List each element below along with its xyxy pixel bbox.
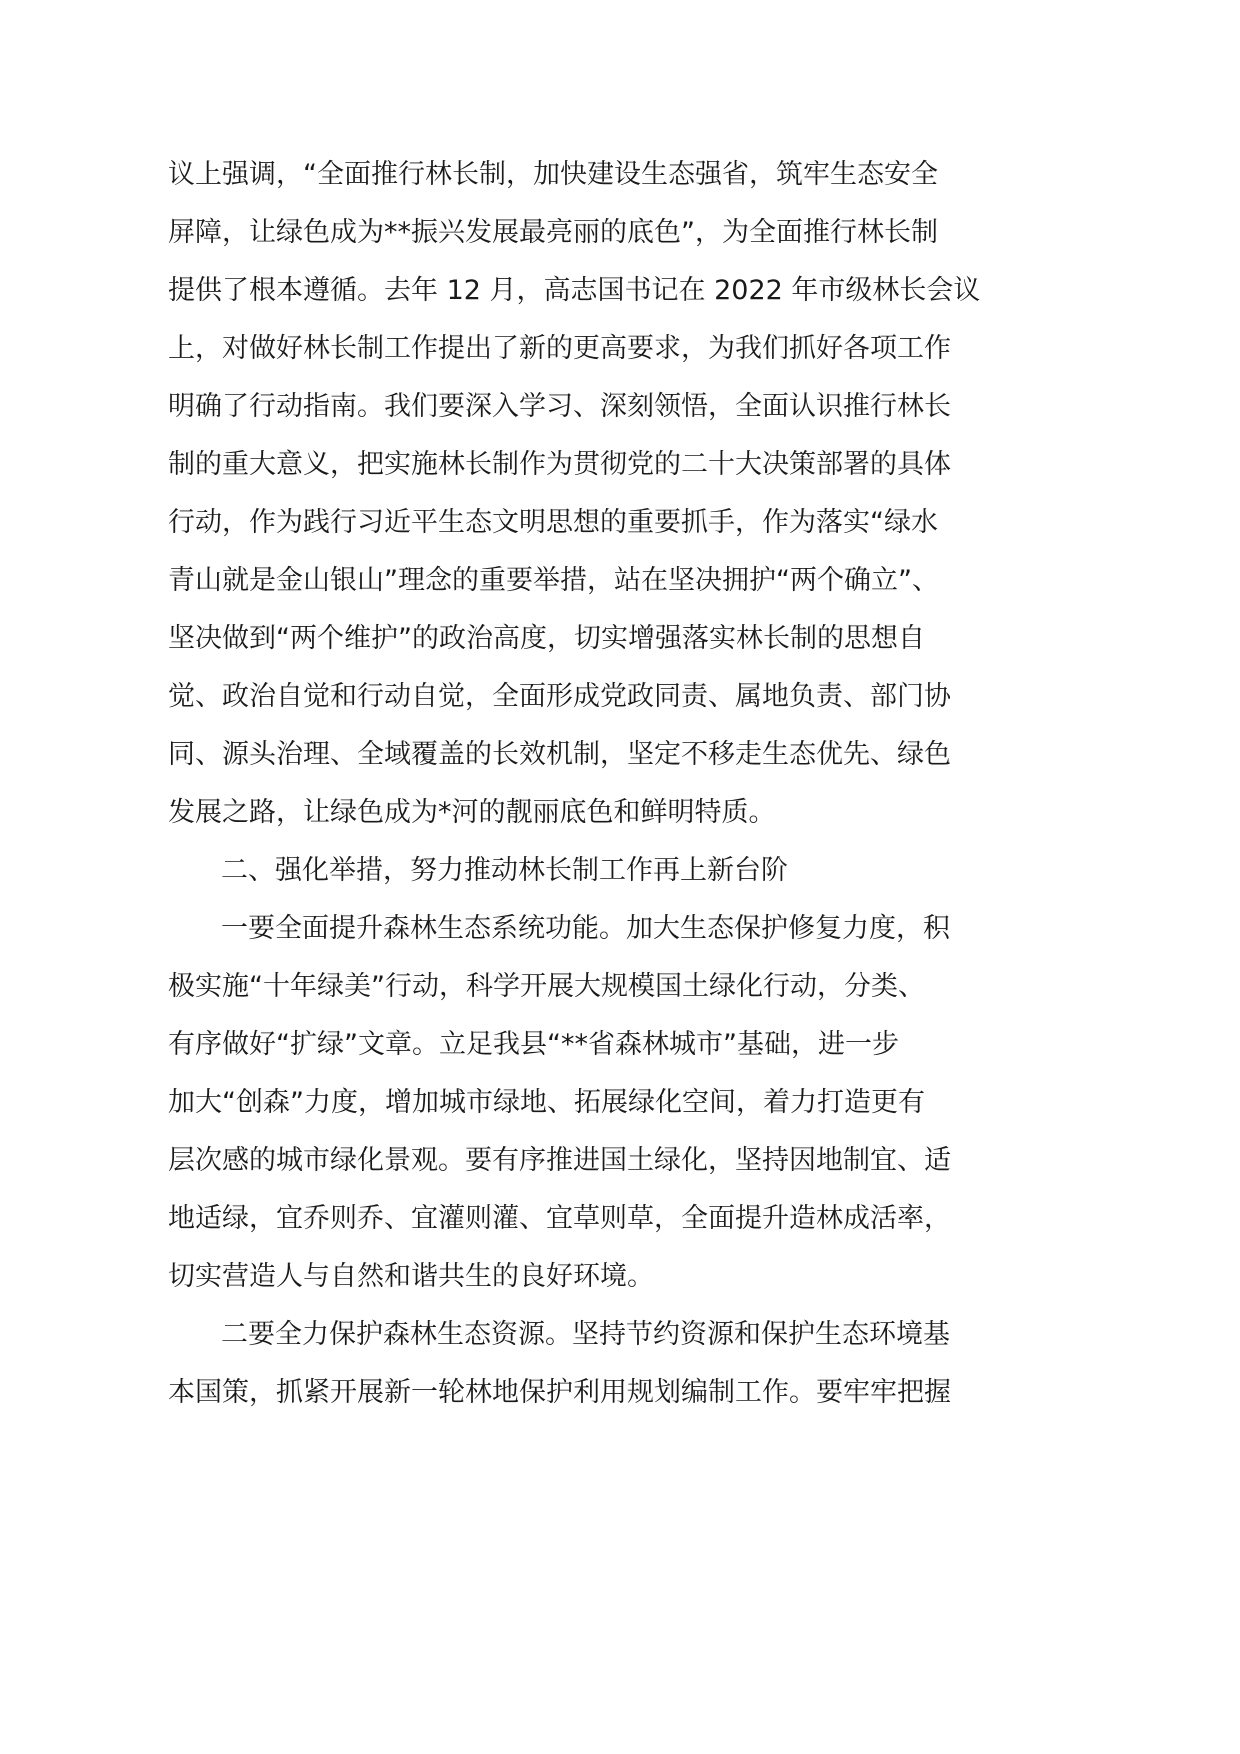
body-text-line: 有序做好“扩绿”文章。立足我县“**省森林城市”基础，进一步 (168, 1029, 899, 1060)
body-text-line: 提供了根本遵循。去年 12 月，高志国书记在 2022 年市级林长会议 (168, 275, 981, 306)
body-text-line: 青山就是金山银山”理念的重要举措，站在坚决拥护“两个确立”、 (168, 565, 939, 596)
body-text-line: 加大“创森”力度，增加城市绿地、拓展绿化空间，着力打造更有 (168, 1087, 925, 1118)
body-text-line: 发展之路，让绿色成为*河的靓丽底色和鲜明特质。 (168, 797, 776, 828)
body-text-line: 上，对做好林长制工作提出了新的更高要求，为我们抓好各项工作 (168, 333, 951, 364)
body-text-line: 二要全力保护森林生态资源。坚持节约资源和保护生态环境基 (221, 1319, 950, 1350)
body-text-line: 地适绿，宜乔则乔、宜灌则灌、宜草则草，全面提升造林成活率， (168, 1203, 951, 1234)
body-text-line: 一要全面提升森林生态系统功能。加大生态保护修复力度，积 (221, 913, 950, 944)
body-text-line: 觉、政治自觉和行动自觉，全面形成党政同责、属地负责、部门协 (168, 681, 951, 712)
body-text-line: 切实营造人与自然和谐共生的良好环境。 (168, 1261, 654, 1292)
body-text-line: 极实施“十年绿美”行动，科学开展大规模国土绿化行动，分类、 (168, 971, 925, 1002)
body-text-line: 坚决做到“两个维护”的政治高度，切实增强落实林长制的思想自 (168, 623, 925, 654)
body-text-line: 本国策，抓紧开展新一轮林地保护利用规划编制工作。要牢牢把握 (168, 1377, 951, 1408)
body-text-line: 制的重大意义，把实施林长制作为贯彻党的二十大决策部署的具体 (168, 449, 951, 480)
body-text-line: 层次感的城市绿化景观。要有序推进国土绿化，坚持因地制宜、适 (168, 1145, 951, 1176)
body-text-line: 行动，作为践行习近平生态文明思想的重要抓手，作为落实“绿水 (168, 507, 938, 538)
body-text-line: 屏障，让绿色成为**振兴发展最亮丽的底色”，为全面推行林长制 (168, 217, 938, 248)
section-heading: 二、强化举措，努力推动林长制工作再上新台阶 (221, 855, 788, 886)
body-text-line: 议上强调，“全面推行林长制，加快建设生态强省，筑牢生态安全 (168, 159, 938, 190)
body-text-line: 明确了行动指南。我们要深入学习、深刻领悟，全面认识推行林长 (168, 391, 951, 422)
body-text-line: 同、源头治理、全域覆盖的长效机制，坚定不移走生态优先、绿色 (168, 739, 951, 770)
